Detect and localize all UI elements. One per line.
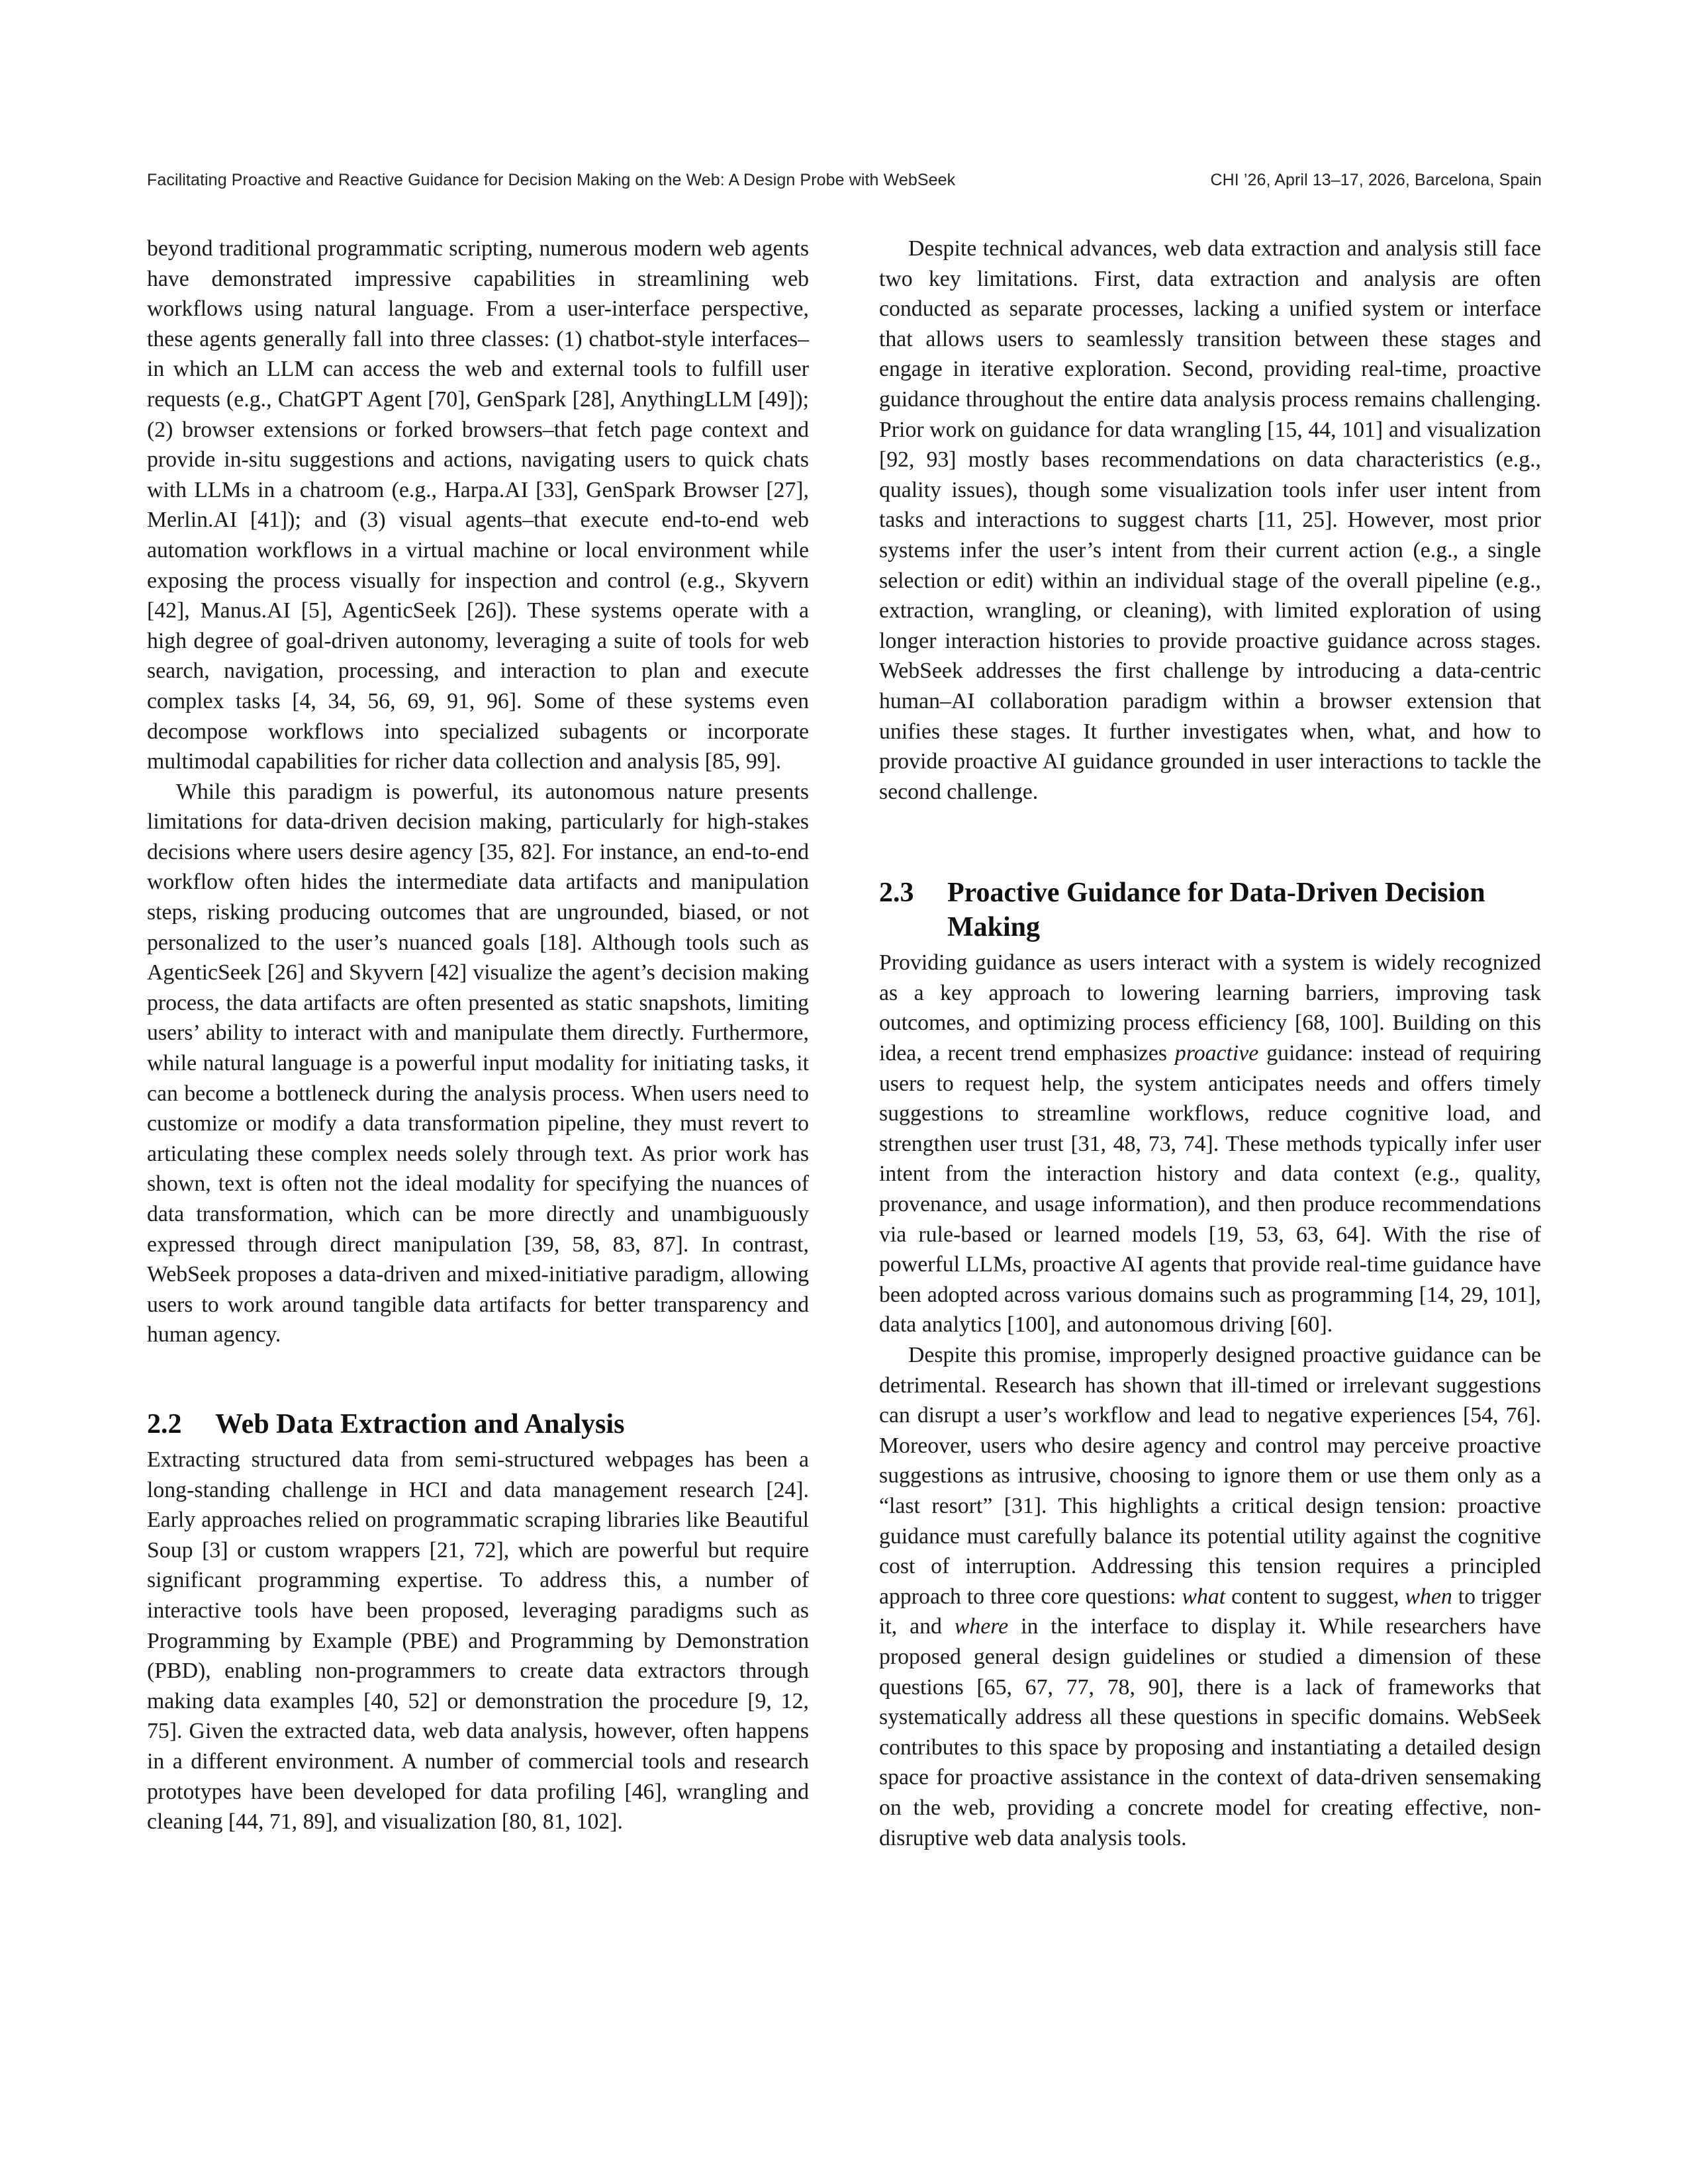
body-paragraph: beyond traditional programmatic scripting, numerous modern web agents have demonstrated impressive capabilities in streamlining web workflows using natural language. From a user-interface perspective, these agents generally fall into three classes: (1) chatbot-style interfaces–in which an LLM can access the web and external tools to fulfill user requests (e.g., ChatGPT Agent [70], GenSpark [28], AnythingLLM [49]); (2) browser extensions or forked browsers–that fetch page context and provide in-situ suggestions and actions, navigating users to quick chats with LLMs in a chatroom (e.g., Harpa.AI [33], GenSpark Browser [27], Merlin.AI [41]); and (3) visual agents–that execute end-to-end web automation workflows in a virtual machine or local environment while exposing the process visually for inspection and control (e.g., Skyvern [42], Manus.AI [5], AgenticSeek [26]). These systems operate with a high degree of goal-driven autonomy, leveraging a suite of tools for web search, navigation, processing, and interaction to plan and execute complex tasks [4, 34, 56, 69, 91, 96]. Some of these systems even decompose workflows into specialized subagents or incorporate multimodal capabilities for richer data collection and analysis [85, 99]. <box>147 236 809 774</box>
text-run: to trigger it, and <box>879 1584 1541 1639</box>
running-header-venue: CHI ’26, April 13–17, 2026, Barcelona, Spain <box>1210 171 1542 189</box>
text-run: Despite this promise, improperly designed proactive guidance can be detrimental. Research has shown that ill-timed or irrelevant suggestions can disrupt a user’s workflow and lead to negative experiences [54, 76]. Moreover, users who desire agency and control may perceive proactive suggestions as intrusive, choosing to ignore them or use them only as a “last resort” [31]. This highlights a critical design tension: proactive guidance must carefully balance its potential utility against the cognitive cost of interruption. Addressing this tension requires a principled approach to three core questions: <box>879 1343 1541 1609</box>
body-paragraph: Extracting structured data from semi-structured webpages has been a long-standing challenge in HCI and data management research [24]. Early approaches relied on programmatic scraping libraries like Beautiful Soup [3] or custom wrappers [21, 72], which are powerful but require significant programming expertise. To address this, a number of interactive tools have been proposed, leveraging paradigms such as Programming by Example (PBE) and Programming by Demonstration (PBD), enabling non-programmers to create data extractors through making data examples [40, 52] or demonstration the procedure [9, 12, 75]. Given the extracted data, web data analysis, however, often happens in a different environment. A number of commercial tools and research prototypes have been developed for data profiling [46], wrangling and cleaning [44, 71, 89], and visualization [80, 81, 102]. <box>147 1447 809 1835</box>
section-heading-2-3 <box>879 876 1541 944</box>
body-paragraph: While this paradigm is powerful, its autonomous nature presents limitations for data-driven decision making, particularly for high-stakes decisions where users desire agency [35, 82]. For instance, an end-to-end workflow often hides the intermediate data artifacts and manipulation steps, risking producing outcomes that are ungrounded, biased, or not personalized to the user’s nuanced goals [18]. Although tools such as AgenticSeek [26] and Skyvern [42] visualize the agent’s decision making process, the data artifacts are often presented as static snapshots, limiting users’ ability to interact with and manipulate them directly. Furthermore, while natural language is a powerful input modality for initiating tasks, it can become a bottleneck during the analysis process. When users need to customize or modify a data transformation pipeline, they must revert to articulating these complex needs solely through text. As prior work has shown, text is often not the ideal modality for specifying the nuances of data transformation, which can be more directly and unambiguously expressed through direct manipulation [39, 58, 83, 87]. In contrast, WebSeek proposes a data-driven and mixed-initiative paradigm, allowing users to work around tangible data artifacts for better transparency and human agency. <box>147 779 809 1347</box>
section-number: 2.3 <box>879 878 914 909</box>
section-number: 2.2 <box>147 1408 182 1439</box>
emphasis-text: when <box>1405 1584 1452 1609</box>
section-heading-2-2 <box>147 1407 809 1441</box>
text-run: guidance: instead of requiring users to request help, the system anticipates needs and offers timely suggestions to streamline workflows, reduce cognitive load, and strengthen user trust [31, 48, 73, 74]. These methods typically infer user intent from the interaction history and data context (e.g., quality, provenance, and usage information), and then produce recommendations via rule-based or learned models [19, 53, 63, 64]. With the rise of powerful LLMs, proactive AI agents that provide real-time guidance have been adopted across various domains such as programming [14, 29, 101], data analytics [100], and autonomous driving [60]. <box>879 1041 1541 1338</box>
text-run: content to suggest, <box>1225 1584 1405 1609</box>
text-run: Providing guidance as users interact with a system is widely recognized as a key approach to lowering learning barriers, improving task outcomes, and optimizing process efficiency [68, 100]. Building on this idea, a recent trend emphasizes <box>879 950 1541 1066</box>
emphasis-text: where <box>954 1614 1009 1639</box>
running-header <box>147 171 1542 190</box>
left-column <box>147 234 809 1837</box>
text-run: in the interface to display it. While researchers have proposed general design guidelines or studied a dimension of these questions [65, 67, 77, 78, 90], there is a lack of frameworks that systematically address all these questions in specific domains. WebSeek contributes to this space by proposing and instantiating a detailed design space for proactive assistance in the context of data-driven sensemaking on the web, providing a concrete model for creating effective, non-disruptive web data analysis tools. <box>879 1614 1541 1850</box>
body-paragraph: Despite technical advances, web data extraction and analysis still face two key limitations. First, data extraction and analysis are often conducted as separate processes, lacking a unified system or interface that allows users to seamlessly transition between these stages and engage in iterative exploration. Second, providing real-time, proactive guidance throughout the entire data analysis process remains challenging. Prior work on guidance for data wrangling [15, 44, 101] and visualization [92, 93] mostly bases recommendations on data characteristics (e.g., quality issues), though some visualization tools infer user intent from tasks and interactions to suggest charts [11, 25]. However, most prior systems infer the user’s intent from their current action (e.g., a single selection or edit) within an individual stage of the overall pipeline (e.g., extraction, wrangling, or cleaning), with limited exploration of using longer interaction histories to provide proactive guidance across stages. WebSeek addresses the first challenge by introducing a data-centric human–AI collaboration paradigm within a browser extension that unifies these stages. It further investigates when, what, and how to provide proactive AI guidance grounded in user interactions to tackle the second challenge. <box>879 236 1541 804</box>
section-title: Proactive Guidance for Data-Driven Decision Making <box>947 878 1485 943</box>
emphasis-text: proactive <box>1174 1041 1259 1066</box>
section-title: Web Data Extraction and Analysis <box>215 1408 625 1439</box>
running-header-title: Facilitating Proactive and Reactive Guidance for Decision Making on the Web: A Design Probe with WebSeek <box>147 171 956 189</box>
body-paragraph <box>879 1340 1541 1853</box>
emphasis-text: what <box>1182 1584 1226 1609</box>
body-paragraph <box>879 948 1541 1340</box>
right-column <box>879 234 1541 1853</box>
